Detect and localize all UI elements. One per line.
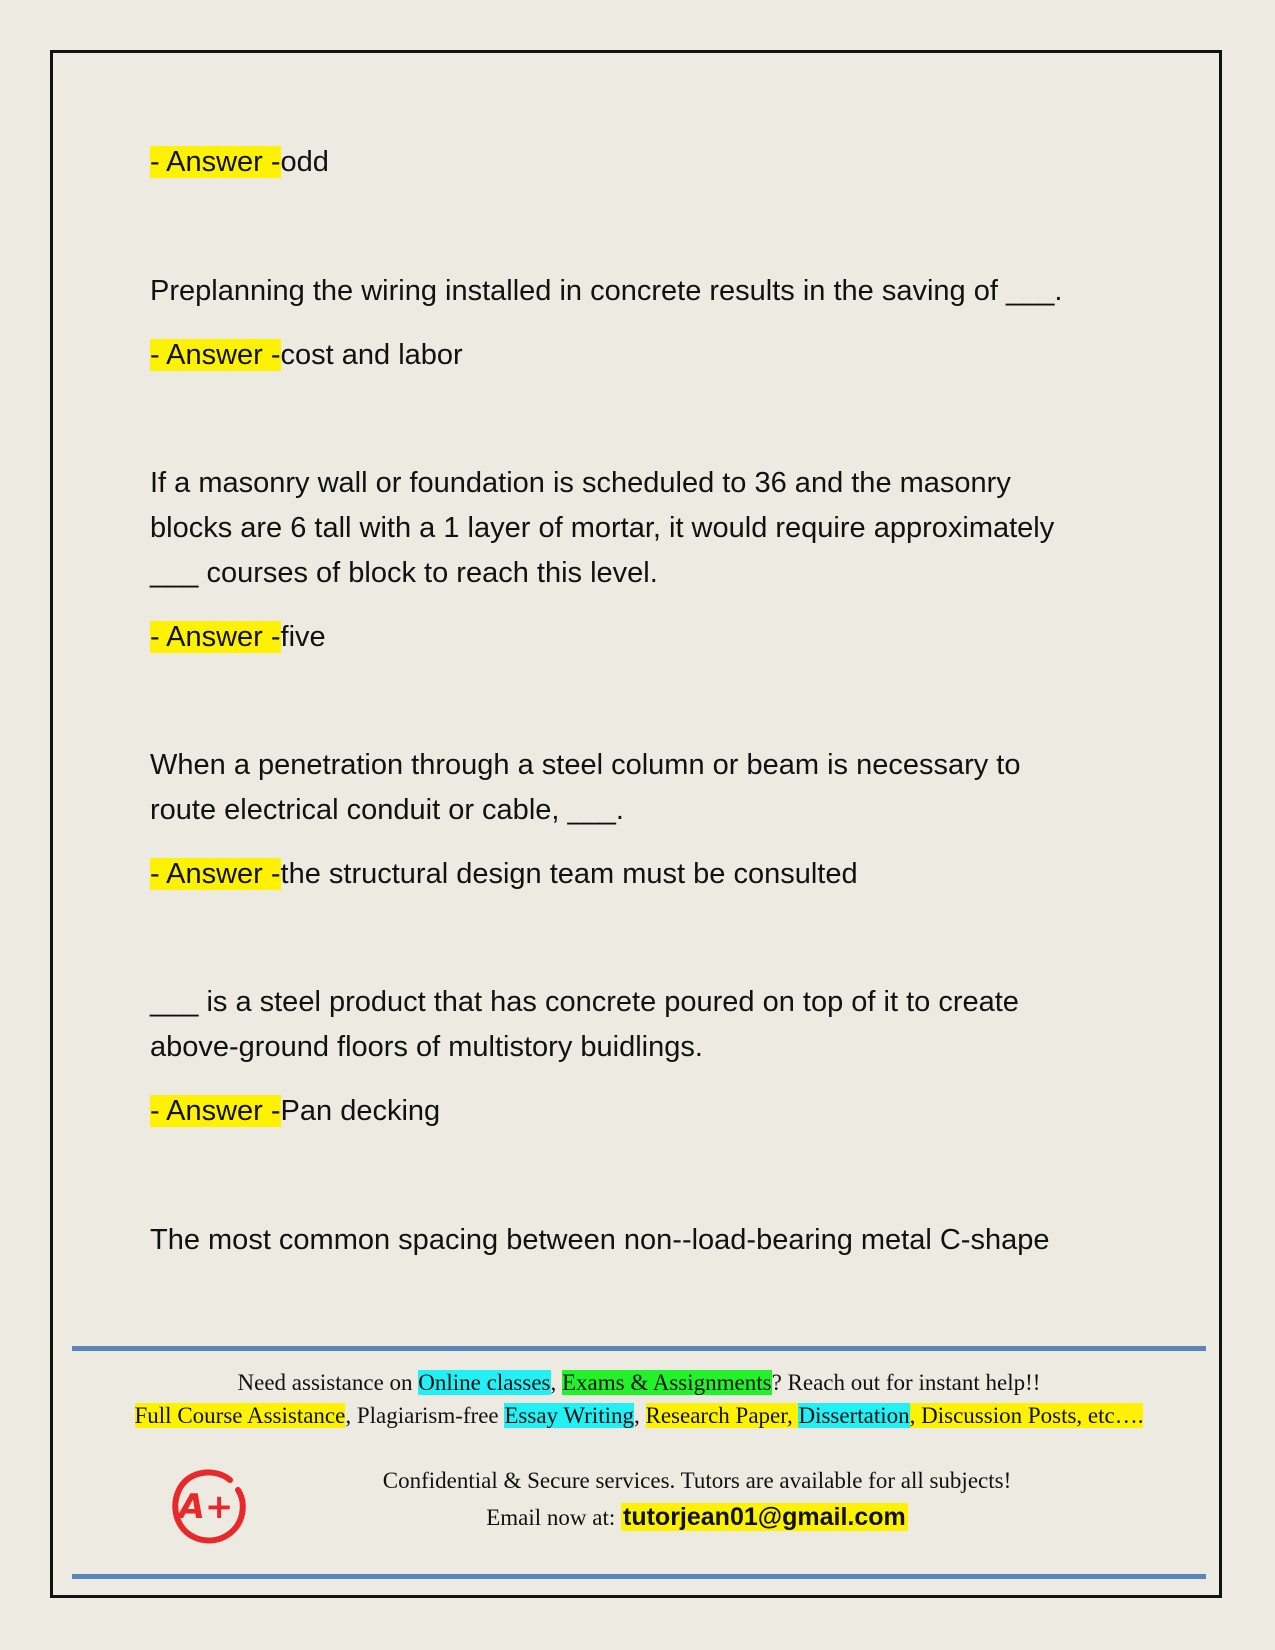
exams-assignments-highlight: Exams & Assignments bbox=[562, 1370, 772, 1395]
answer-line bbox=[150, 614, 326, 661]
email-prefix: Email now at: bbox=[486, 1505, 621, 1530]
footer-rule-top bbox=[72, 1346, 1206, 1351]
question-line: blocks are 6 tall with a 1 layer of mortar, it would require approximately bbox=[150, 512, 1055, 544]
footer-line-3: Confidential & Secure services. Tutors are available for all subjects! bbox=[382, 1468, 1012, 1493]
question-line: If a masonry wall or foundation is scheduled to 36 and the masonry bbox=[150, 467, 1011, 499]
discussion-posts-highlight: , Discussion Posts, etc…. bbox=[909, 1403, 1144, 1428]
footer-line-1 bbox=[72, 1370, 1206, 1396]
answer-label: - Answer - bbox=[150, 858, 281, 890]
question-line: route electrical conduit or cable, ___. bbox=[150, 794, 624, 826]
answer-text: five bbox=[280, 621, 326, 653]
footer-rule-bottom bbox=[72, 1574, 1206, 1579]
answer-text: the structural design team must be consulted bbox=[280, 858, 858, 890]
answer-line bbox=[150, 1088, 440, 1135]
question-line: ___ courses of block to reach this level. bbox=[150, 557, 658, 589]
question-line: above-ground floors of multistory buidlings. bbox=[150, 1031, 703, 1063]
footer-line-2 bbox=[72, 1403, 1206, 1429]
answer-line bbox=[150, 139, 329, 186]
answer-text: cost and labor bbox=[280, 339, 463, 371]
online-classes-highlight: Online classes bbox=[418, 1370, 551, 1395]
footer-text: Need assistance on bbox=[237, 1370, 419, 1395]
email-address[interactable]: tutorjean01@gmail.com bbox=[623, 1503, 906, 1531]
essay-writing-highlight: Essay Writing bbox=[504, 1403, 634, 1428]
answer-text: odd bbox=[280, 146, 329, 178]
answer-line bbox=[150, 851, 858, 898]
full-course-highlight: Full Course Assistance bbox=[134, 1403, 346, 1428]
footer-email-line bbox=[180, 1503, 1214, 1532]
footer-text: ? Reach out for instant help!! bbox=[771, 1370, 1041, 1395]
answer-text: Pan decking bbox=[280, 1095, 441, 1127]
answer-label: - Answer - bbox=[150, 339, 281, 371]
logo-text: A+ bbox=[178, 1487, 234, 1527]
footer-text: , bbox=[634, 1403, 646, 1428]
research-paper-highlight: Research Paper, bbox=[645, 1403, 799, 1428]
answer-label: - Answer - bbox=[150, 146, 281, 178]
question-line: When a penetration through a steel column or beam is necessary to bbox=[150, 749, 1021, 781]
footer-text: , Plagiarism-free bbox=[345, 1403, 505, 1428]
question-line: The most common spacing between non--load-bearing metal C-shape bbox=[150, 1224, 1050, 1256]
answer-label: - Answer - bbox=[150, 621, 281, 653]
a-plus-logo-icon bbox=[168, 1466, 248, 1546]
answer-line bbox=[150, 332, 463, 379]
answer-label: - Answer - bbox=[150, 1095, 281, 1127]
footer-text: , bbox=[550, 1370, 562, 1395]
question-line: ___ is a steel product that has concrete poured on top of it to create bbox=[150, 986, 1019, 1018]
question-line: Preplanning the wiring installed in concrete results in the saving of ___. bbox=[150, 275, 1063, 307]
dissertation-highlight: Dissertation bbox=[798, 1403, 910, 1428]
